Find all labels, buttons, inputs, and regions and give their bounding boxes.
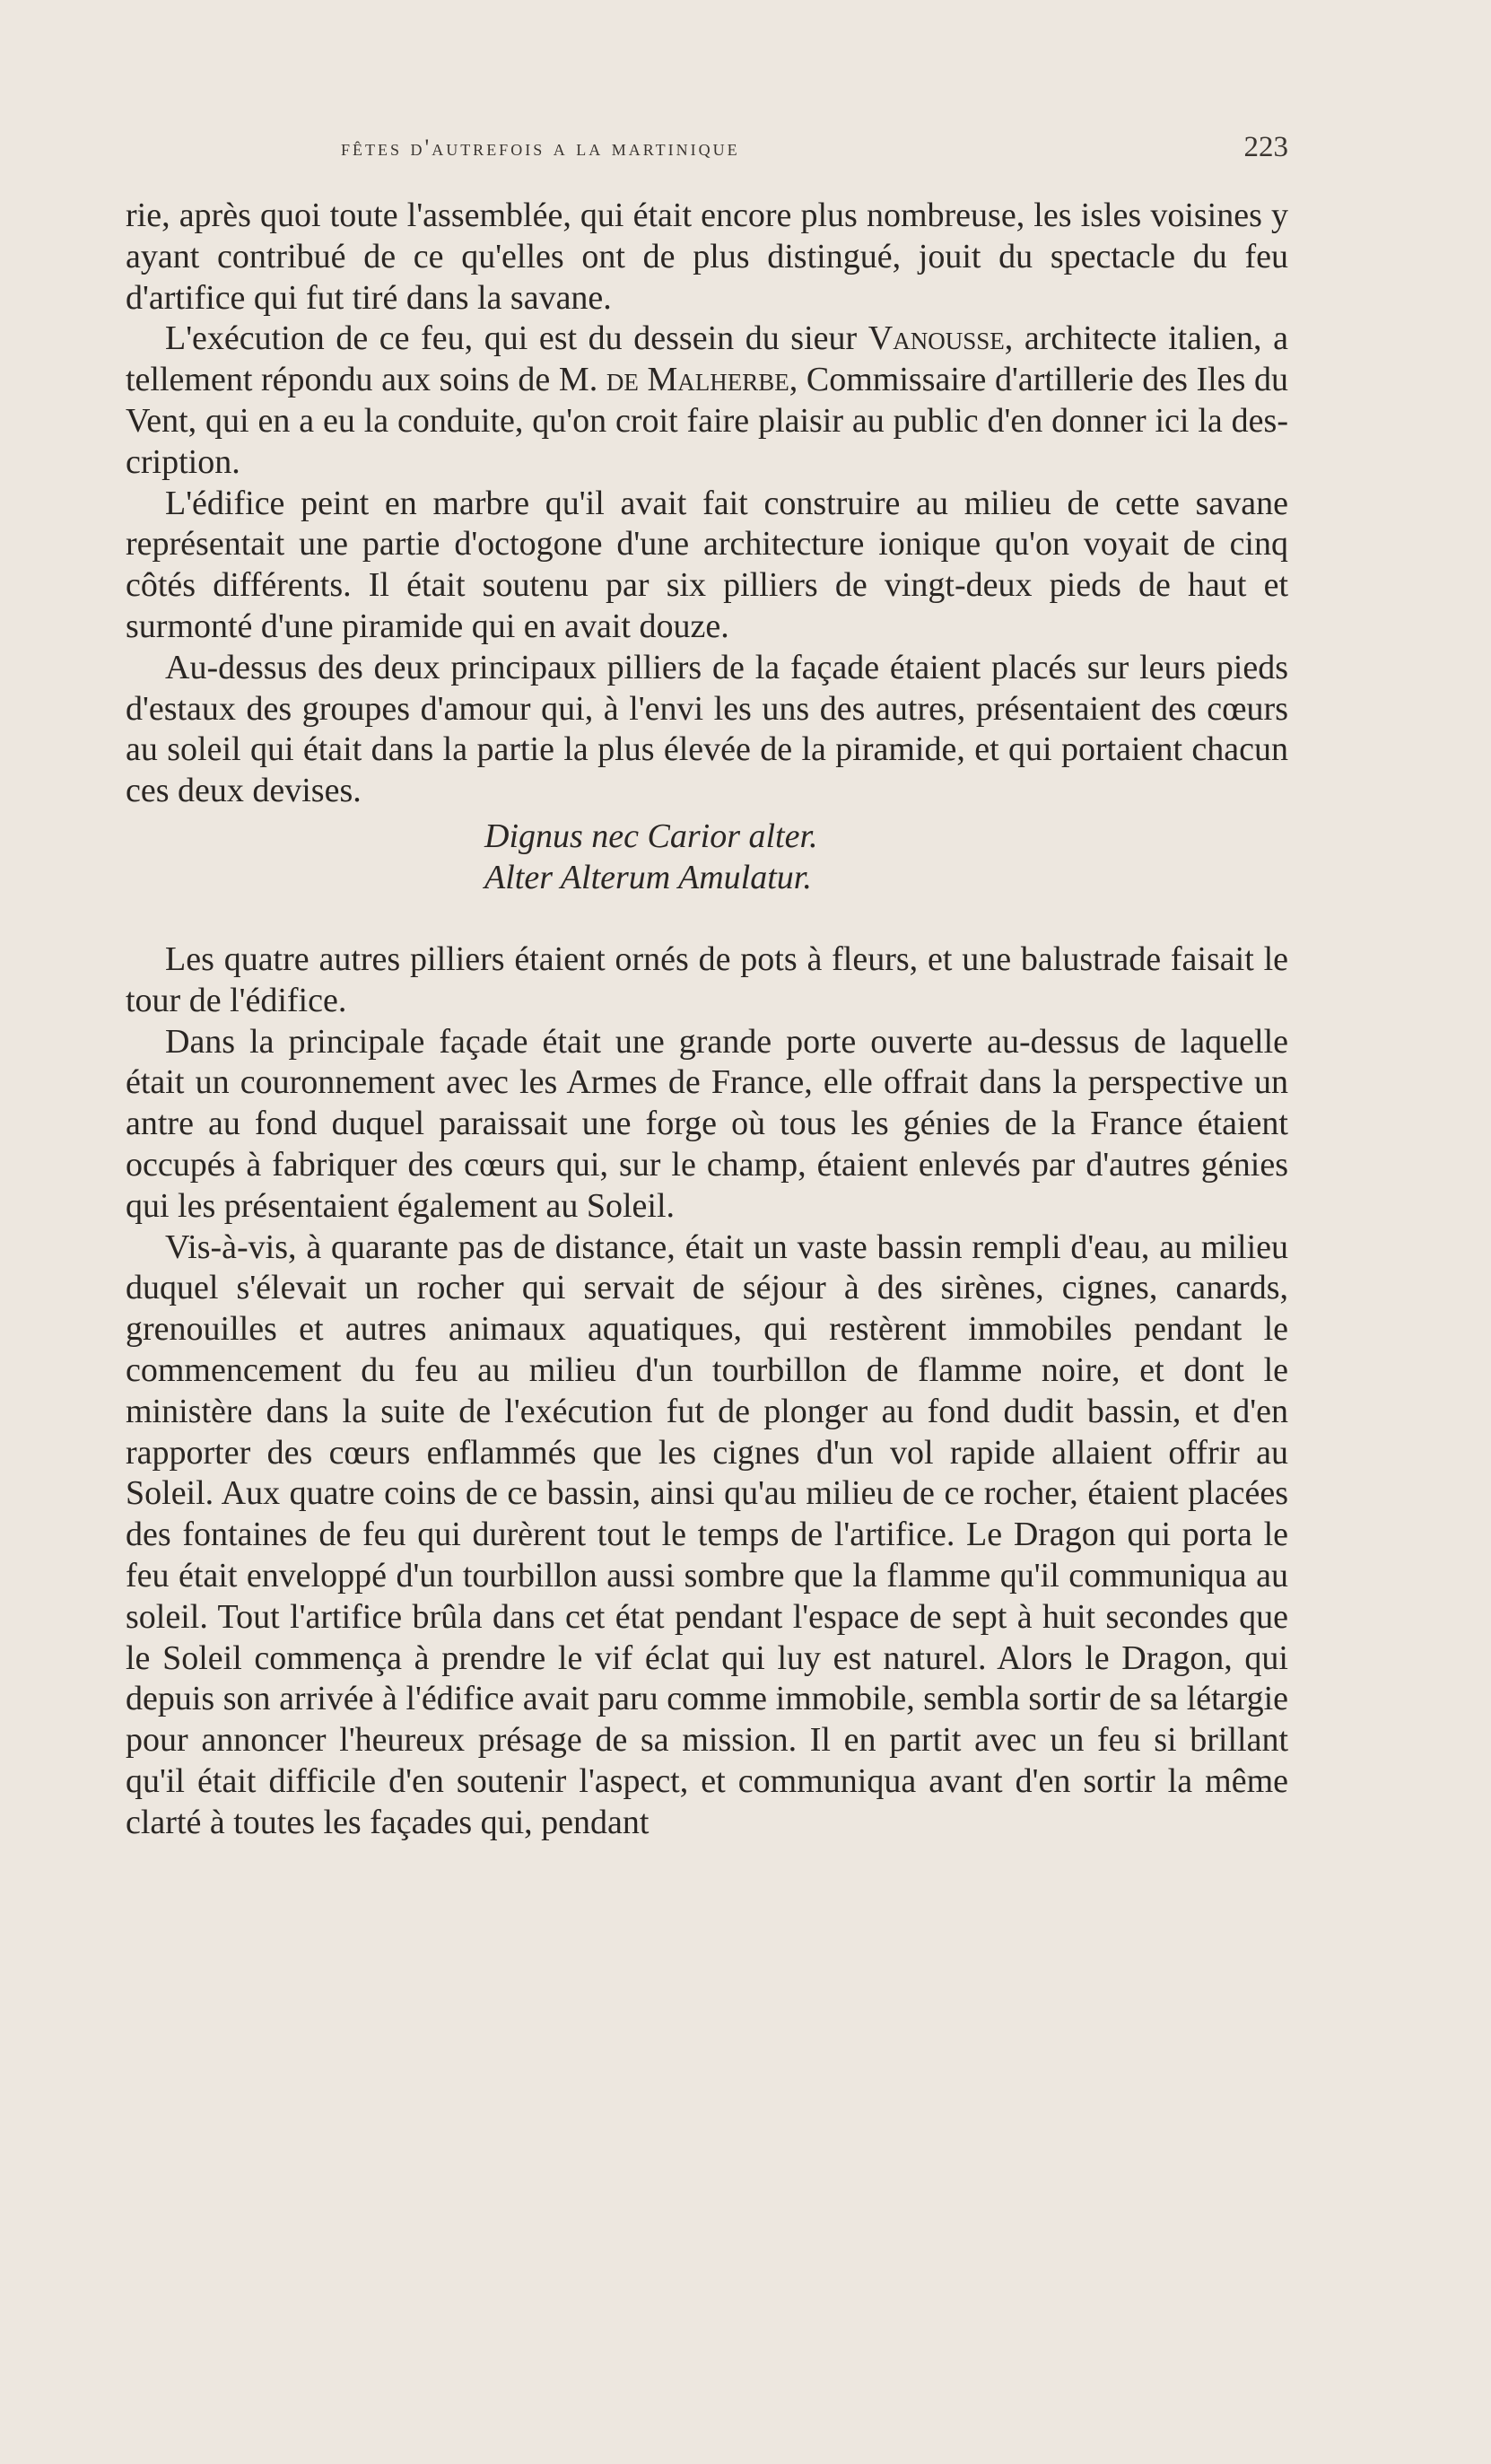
paragraph-6: Dans la principale façade était une grande porte ouverte au-dessus de laquelle était un couronnement avec les Armes de France, elle offrait dans la perspective un antre au fond duquel paraissait une forge où tous les génies de la France étaient occupés à fabriquer des cœurs qui, sur le champ, étaient enlevés par d'autres génies qui les présentaient également au Soleil. — [126, 1022, 1288, 1225]
motto-block — [126, 816, 1288, 898]
motto-line-1: Dignus nec Carior alter. — [484, 817, 818, 855]
paragraph-2-text-a: L'exécution de ce feu, qui est du dessein du sieur — [165, 319, 868, 358]
book-page — [126, 126, 1288, 2432]
running-title: fêtes d'autrefois a la martinique — [341, 135, 740, 161]
paragraph-3: L'édifice peint en marbre qu'il avait fait construire au milieu de cette savane représentait une partie d'octogone d'une architecture ionique qu'on voyait de cinq côtés différents. Il était soutenu par six pilliers de vingt-deux pieds de haut et surmonté d'une piramide qui en avait douze. — [126, 484, 1288, 645]
paragraph-5: Les quatre autres pilliers étaient ornés de pots à fleurs, et une balustrade faisait le tour de l'édifice. — [126, 939, 1288, 1019]
name-de-malherbe: de Malherbe — [606, 361, 789, 399]
paragraph-1: rie, après quoi toute l'assemblée, qui était encore plus nombreuse, les isles voisines y ayant contribué de ce qu'elles ont de plus distingué, jouit du spectacle du feu d'artifice qui fut tiré dans la savane. — [126, 197, 1288, 317]
paragraph-7: Vis-à-vis, à quarante pas de distance, était un vaste bassin rempli d'eau, au milieu duquel s'élevait un rocher qui servait de séjour à des sirènes, cignes, canards, grenouilles et autres animaux aquatiques, qui restèrent immobiles pendant le commencement du feu au milieu d'un tourbillon de flamme noire, et dont le ministère dans la suite de l'exécution fut de plonger au fond dudit bassin, et d'en rapporter des cœurs enflammés que les cignes d'un vol rapide allaient offrir au Soleil. Aux quatre coins de ce bassin, ainsi qu'au milieu de ce rocher, étaient placées des fontaines de feu qui durèrent tout le temps de l'artifice. Le Dragon qui porta le feu était enveloppé d'un tourbillon aussi sombre que la flamme qu'il communiqua au soleil. Tout l'artifice brûla dans cet état pendant l'espace de sept à huit secondes que le Soleil commença à prendre le vif éclat qui luy est naturel. Alors le Dragon, qui depuis son arrivée à l'édifice avait paru comme immobile, sembla sortir de sa létargie pour annoncer l'heureux présage de sa mission. Il en partit avec un feu si brillant qu'il était difficile d'en soutenir l'aspect, et communiqua avant d'en sortir la même clarté à toutes les façades qui, pendant — [126, 1228, 1288, 1841]
paragraph-2 — [126, 319, 1288, 483]
page-number: 223 — [1243, 131, 1288, 163]
running-header — [126, 126, 1288, 179]
motto-line-2: Alter Alterum Amulatur. — [484, 858, 812, 896]
paragraph-2-text-c: , Commissaire d'artillerie des Iles du Vent, qui en a eu la conduite, qu'on croit faire plaisir au public d'en donner ici la description. — [126, 361, 1288, 481]
paragraph-4: Au-dessus des deux principaux pilliers de la façade étaient placés sur leurs pieds d'estaux des groupes d'amour qui, à l'envi les uns des autres, présentaient des cœurs au soleil qui était dans la partie la plus élevée de la piramide, et qui portaient chacun ces deux devises. — [126, 648, 1288, 810]
paragraph-2-text-b: , architecte italien, a tellement répondu aux soins de M. — [126, 319, 1288, 399]
name-vanousse: Vanousse — [868, 319, 1005, 358]
